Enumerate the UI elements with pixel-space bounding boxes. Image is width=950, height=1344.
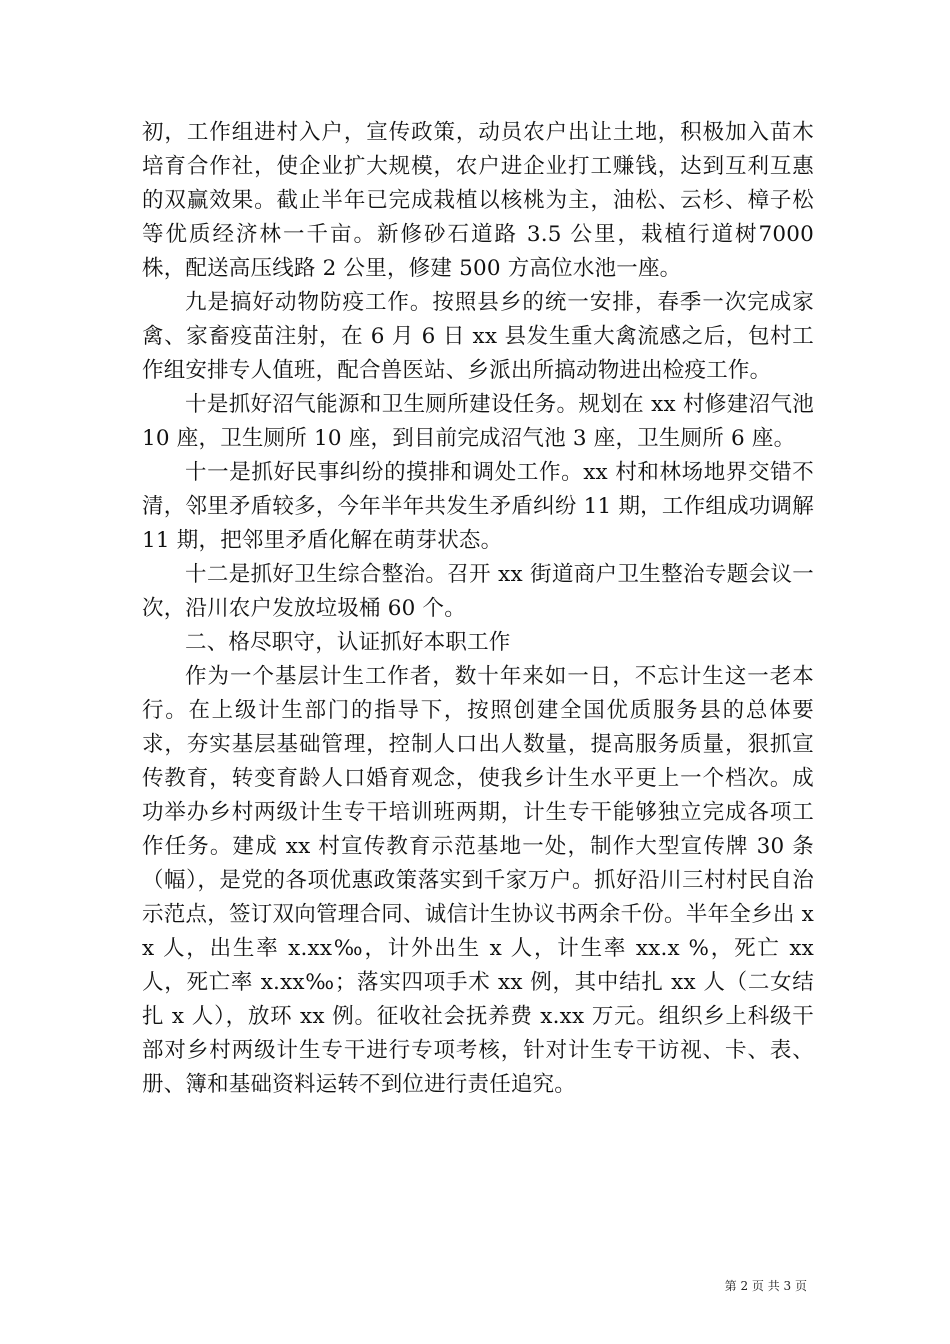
paragraph-animal-epidemic-prevention: 九是搞好动物防疫工作。按照县乡的统一安排，春季一次完成家禽、家畜疫苗注射，在 6 月 6 日 xx 县发生重大禽流感之后，包村工作组安排专人值班，配合兽医站、乡派出所搞动物进出检疫工作。	[142, 290, 814, 383]
page-number-footer: 第 2 页 共 3 页	[724, 1279, 807, 1293]
paragraph-sanitation-rectification: 十二是抓好卫生综合整治。召开 xx 街道商户卫生整治专题会议一次，沿川农户发放垃圾桶 60 个。	[142, 562, 814, 621]
paragraph-biogas-sanitation: 十是抓好沼气能源和卫生厕所建设任务。规划在 xx 村修建沼气池 10 座，卫生厕所 10 座，到目前完成沼气池 3 座，卫生厕所 6 座。	[142, 392, 814, 451]
paragraph-continuation: 初，工作组进村入户，宣传政策，动员农户出让土地，积极加入苗木培育合作社，使企业扩大规模，农户进企业打工赚钱，达到互利互惠的双赢效果。截止半年已完成栽植以核桃为主，油松、云杉、樟子松等优质经济林一千亩。新修砂石道路 3.5 公里，栽植行道树7000 株，配送高压线路 2 公里，修建 500 方高位水池一座。	[142, 120, 814, 281]
document-body	[142, 116, 814, 1102]
paragraph-civil-disputes: 十一是抓好民事纠纷的摸排和调处工作。xx 村和林场地界交错不清，邻里矛盾较多，今年半年共发生矛盾纠纷 11 期，工作组成功调解 11 期，把邻里矛盾化解在萌芽状态。	[142, 460, 814, 553]
paragraph-family-planning-work: 作为一个基层计生工作者，数十年来如一日，不忘计生这一老本行。在上级计生部门的指导下，按照创建全国优质服务县的总体要求，夯实基层基础管理，控制人口出人数量，提高服务质量，狠抓宣传教育，转变育龄人口婚育观念，使我乡计生水平更上一个档次。成功举办乡村两级计生专干培训班两期，计生专干能够独立完成各项工作任务。建成 xx 村宣传教育示范基地一处，制作大型宣传牌 30 条（幅），是党的各项优惠政策落实到千家万户。抓好沿川三村村民自治示范点，签订双向管理合同、诚信计生协议书两余千份。半年全乡出 xx 人，出生率 x.xx‰，计外出生 x 人，计生率 xx.x %，死亡 xx 人，死亡率 x.xx‰；落实四项手术 xx 例，其中结扎 xx 人（二女结扎 x 人），放环 xx 例。征收社会抚养费 x.xx 万元。组织乡上科级干部对乡村两级计生专干进行专项考核，针对计生专干访视、卡、表、册、簿和基础资料运转不到位进行责任追究。	[142, 664, 814, 1097]
section-heading: 二、格尽职守，认证抓好本职工作	[185, 630, 511, 655]
